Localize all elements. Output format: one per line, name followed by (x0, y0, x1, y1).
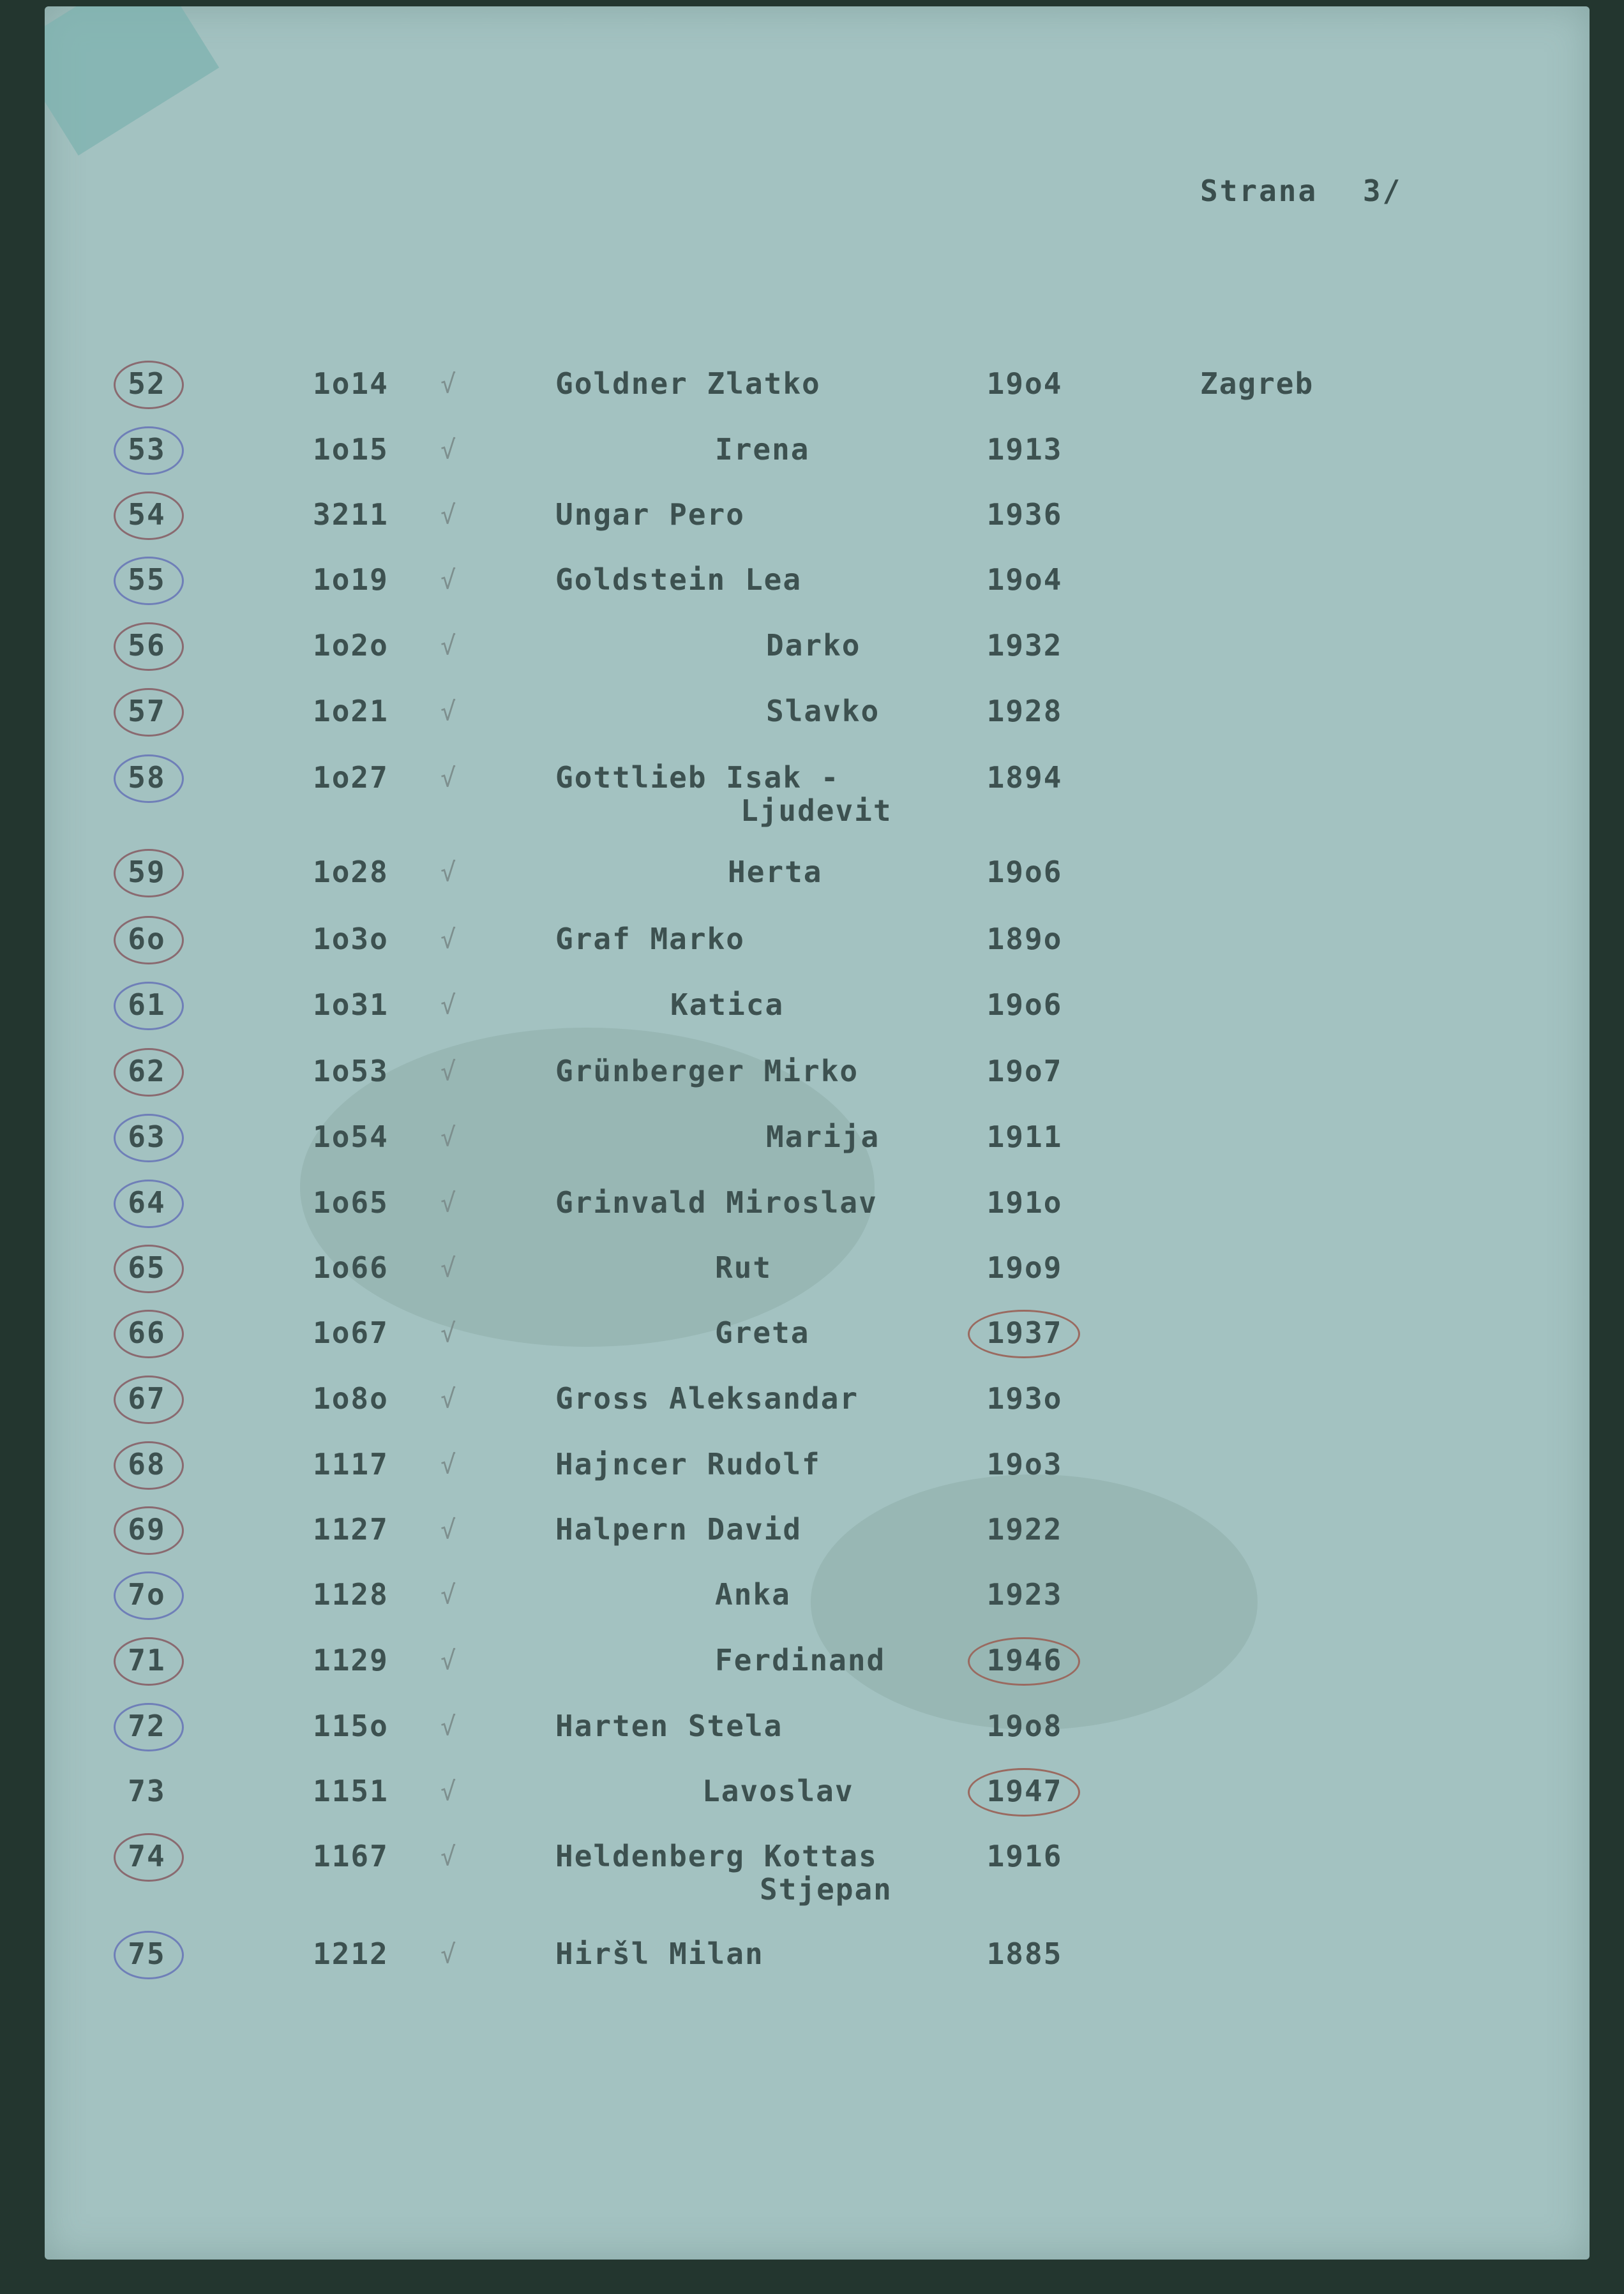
record-number: 67 (109, 1382, 185, 1415)
record-id: 1o3o (313, 922, 389, 956)
person-name: Marija (766, 1120, 880, 1154)
birth-year: 19o9 (986, 1250, 1063, 1285)
birth-year: 1928 (986, 694, 1063, 728)
record-number: 68 (109, 1448, 185, 1481)
record-row (45, 922, 1590, 986)
record-id: 1128 (313, 1577, 389, 1612)
record-number: 52 (109, 367, 185, 400)
person-name: Gottlieb Isak - (555, 760, 840, 795)
person-name: Hiršl Milan (555, 1937, 764, 1971)
record-number: 71 (109, 1644, 185, 1677)
checkmark-icon: √ (440, 1254, 456, 1283)
checkmark-icon: √ (440, 1123, 456, 1152)
person-name: Graf Marko (555, 922, 745, 956)
checkmark-icon: √ (440, 991, 456, 1020)
record-row (45, 433, 1590, 497)
record-id: 1117 (313, 1447, 389, 1481)
birth-year: 19o6 (986, 855, 1063, 889)
checkmark-icon: √ (440, 1580, 456, 1610)
birth-year: 1937 (977, 1316, 1072, 1349)
birth-year: 19o4 (986, 366, 1063, 401)
person-name: Lavoslav (702, 1774, 854, 1808)
record-row (45, 563, 1590, 627)
header-label: Strana (1200, 174, 1318, 208)
person-name: Irena (715, 432, 810, 467)
record-id: 1o15 (313, 432, 389, 467)
birth-year: 193o (986, 1381, 1063, 1416)
birth-year: 1913 (986, 432, 1063, 467)
record-row (45, 1251, 1590, 1315)
person-name: Grinvald Miroslav (555, 1185, 878, 1220)
checkmark-icon: √ (440, 435, 456, 465)
record-number: 58 (109, 761, 185, 794)
record-number: 72 (109, 1709, 185, 1743)
record-row (45, 694, 1590, 758)
record-number: 53 (109, 433, 185, 466)
checkmark-icon: √ (440, 925, 456, 954)
checkmark-icon: √ (440, 1057, 456, 1086)
checkmark-icon: √ (440, 500, 456, 530)
record-id: 1o53 (313, 1054, 389, 1088)
record-row (45, 1937, 1590, 2001)
record-row (45, 1839, 1590, 1907)
checkmark-icon: √ (440, 1515, 456, 1545)
record-row (45, 498, 1590, 562)
person-name: Harten Stela (555, 1709, 783, 1743)
person-name: Herta (728, 855, 823, 889)
record-id: 1212 (313, 1937, 389, 1971)
person-name: Greta (715, 1316, 810, 1350)
birth-year: 1923 (986, 1577, 1063, 1612)
checkmark-icon: √ (440, 1450, 456, 1480)
record-row (45, 1186, 1590, 1250)
record-number: 63 (109, 1120, 185, 1153)
record-number: 7o (109, 1578, 185, 1611)
record-id: 1167 (313, 1839, 389, 1873)
record-id: 1151 (313, 1774, 389, 1808)
record-id: 1o8o (313, 1381, 389, 1416)
birth-year: 19o3 (986, 1447, 1063, 1481)
person-name: Katica (670, 987, 785, 1022)
checkmark-icon: √ (440, 1777, 456, 1806)
record-id: 1o2o (313, 628, 389, 663)
record-row (45, 629, 1590, 693)
record-id: 1o28 (313, 855, 389, 889)
birth-year: 1936 (986, 497, 1063, 532)
person-name: Ungar Pero (555, 497, 745, 532)
checkmark-icon: √ (440, 858, 456, 887)
birth-year: 1885 (986, 1937, 1063, 1971)
record-row (45, 1709, 1590, 1773)
birth-year: 189o (986, 922, 1063, 956)
record-id: 1o19 (313, 562, 389, 597)
record-row (45, 1513, 1590, 1577)
birth-year: 191o (986, 1185, 1063, 1220)
record-id: 1o66 (313, 1250, 389, 1285)
place-name: Zagreb (1200, 366, 1314, 401)
person-name: Darko (766, 628, 861, 663)
checkmark-icon: √ (440, 1712, 456, 1741)
record-number: 69 (109, 1513, 185, 1546)
person-name: Anka (715, 1577, 791, 1612)
record-number: 55 (109, 563, 185, 596)
person-name: Hajncer Rudolf (555, 1447, 821, 1481)
record-id: 1o31 (313, 987, 389, 1022)
record-id: 3211 (313, 497, 389, 532)
person-name: Goldner Zlatko (555, 366, 821, 401)
record-number: 61 (109, 988, 185, 1021)
record-id: 1127 (313, 1512, 389, 1547)
record-row (45, 1774, 1590, 1838)
record-number: 56 (109, 629, 185, 662)
record-row (45, 1316, 1590, 1380)
birth-year: 1922 (986, 1512, 1063, 1547)
record-id: 1o27 (313, 760, 389, 795)
record-id: 1129 (313, 1643, 389, 1677)
record-number: 59 (109, 855, 185, 888)
person-name: Gross Aleksandar (555, 1381, 859, 1416)
checkmark-icon: √ (440, 1842, 456, 1871)
record-row (45, 367, 1590, 431)
header-page-number: 3/ (1362, 174, 1402, 208)
record-number: 74 (109, 1840, 185, 1873)
birth-year: 19o4 (986, 562, 1063, 597)
person-name: Slavko (766, 694, 880, 728)
birth-year: 1946 (977, 1644, 1072, 1677)
record-id: 1o67 (313, 1316, 389, 1350)
person-name: Ferdinand (715, 1643, 886, 1677)
record-number: 62 (109, 1054, 185, 1088)
checkmark-icon: √ (440, 566, 456, 595)
record-row (45, 1382, 1590, 1446)
record-row (45, 760, 1590, 828)
birth-year: 19o7 (986, 1054, 1063, 1088)
person-name: Rut (715, 1250, 772, 1285)
birth-year: 1932 (986, 628, 1063, 663)
record-row (45, 1644, 1590, 1707)
record-number: 54 (109, 498, 185, 531)
record-id: 1o14 (313, 366, 389, 401)
checkmark-icon: √ (440, 1188, 456, 1218)
birth-year: 1916 (986, 1839, 1063, 1873)
record-number: 64 (109, 1186, 185, 1219)
record-row (45, 1120, 1590, 1184)
record-number: 6o (109, 922, 185, 956)
birth-year: 19o6 (986, 987, 1063, 1022)
document-sheet (45, 6, 1590, 2260)
record-number: 73 (128, 1774, 166, 1808)
person-name-continued: Ljudevit (741, 793, 892, 828)
person-name: Goldstein Lea (555, 562, 802, 597)
record-row (45, 1448, 1590, 1511)
record-row (45, 1054, 1590, 1118)
record-number: 65 (109, 1251, 185, 1284)
checkmark-icon: √ (440, 1940, 456, 1969)
person-name: Heldenberg Kottas (555, 1839, 878, 1873)
checkmark-icon: √ (440, 697, 456, 726)
person-name: Grünberger Mirko (555, 1054, 859, 1088)
checkmark-icon: √ (440, 370, 456, 399)
birth-year: 19o8 (986, 1709, 1063, 1743)
birth-year: 1911 (986, 1120, 1063, 1154)
record-id: 1o54 (313, 1120, 389, 1154)
record-number: 66 (109, 1316, 185, 1349)
record-row (45, 988, 1590, 1052)
record-row (45, 855, 1590, 919)
person-name-continued: Stjepan (760, 1872, 892, 1907)
birth-year: 1894 (986, 760, 1063, 795)
checkmark-icon: √ (440, 631, 456, 661)
record-id: 1o65 (313, 1185, 389, 1220)
record-id: 1o21 (313, 694, 389, 728)
checkmark-icon: √ (440, 1384, 456, 1414)
record-list (45, 6, 1590, 2260)
checkmark-icon: √ (440, 1319, 456, 1348)
record-row (45, 1578, 1590, 1642)
checkmark-icon: √ (440, 1646, 456, 1676)
record-number: 75 (109, 1937, 185, 1970)
person-name: Halpern David (555, 1512, 802, 1547)
record-id: 115o (313, 1709, 389, 1743)
birth-year: 1947 (977, 1774, 1072, 1808)
record-number: 57 (109, 694, 185, 728)
checkmark-icon: √ (440, 763, 456, 793)
